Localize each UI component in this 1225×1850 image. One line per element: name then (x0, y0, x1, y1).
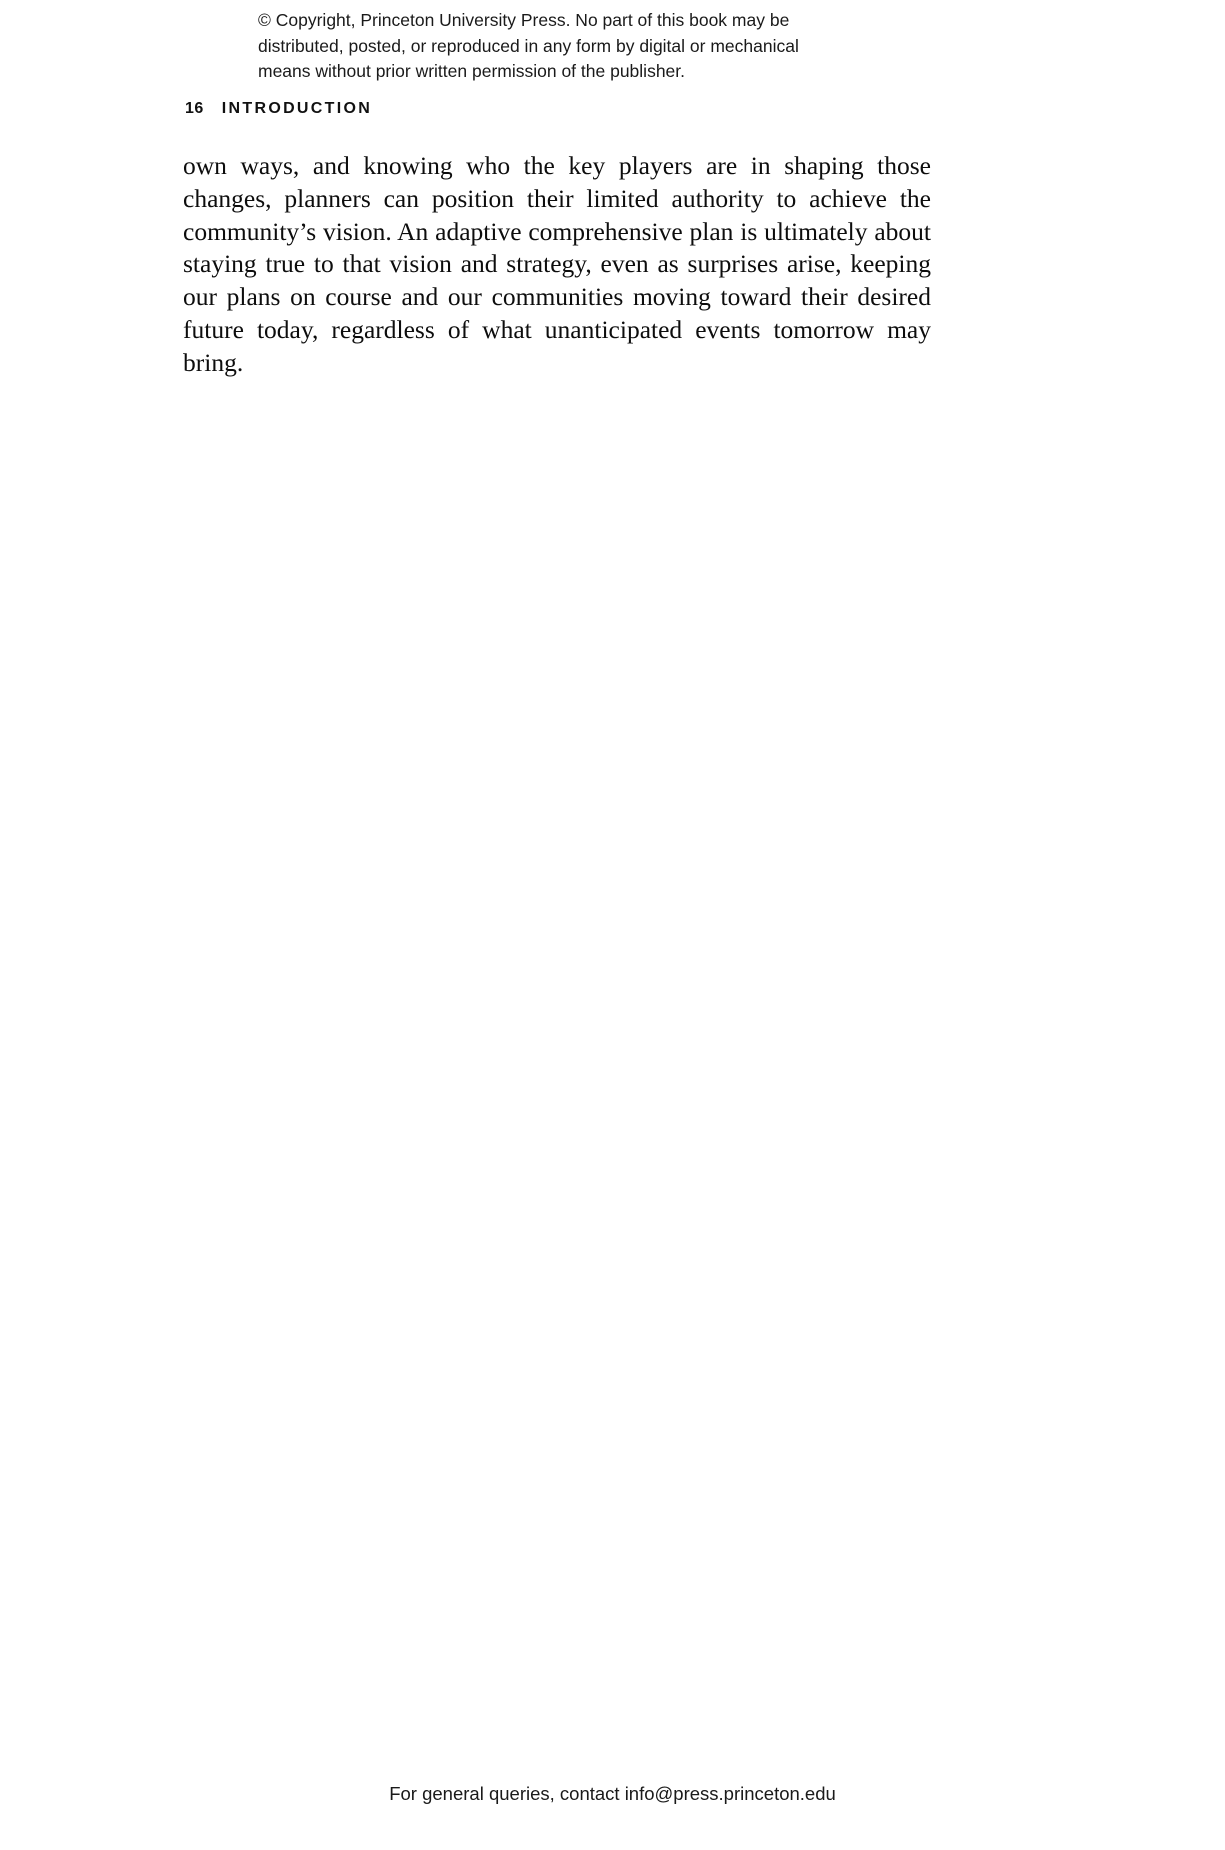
paragraph: own ways, and knowing who the key players are in shaping those changes, planners can position their limited authority to achieve the community’s vision. An adaptive comprehensive plan is ultimately about staying true to that vision and strategy, even as surprises arise, keeping our plans on course and our communities moving toward their desired future today, regardless of what unanticipated events tomorrow may bring. (183, 151, 931, 377)
chapter-title: INTRODUCTION (221, 100, 373, 117)
running-head (185, 100, 372, 118)
copyright-notice-line-3: means without prior written permission of the publisher. (258, 61, 686, 81)
copyright-notice (258, 8, 958, 85)
copyright-notice-line-2: distributed, posted, or reproduced in any form by digital or mechanical (258, 35, 799, 56)
copyright-notice-line-1: © Copyright, Princeton University Press. No part of this book may be (258, 10, 790, 30)
body-text (183, 150, 931, 380)
page-number: 16 (185, 100, 204, 117)
footer-query-line: For general queries, contact info@press.princeton.edu (389, 1783, 836, 1804)
